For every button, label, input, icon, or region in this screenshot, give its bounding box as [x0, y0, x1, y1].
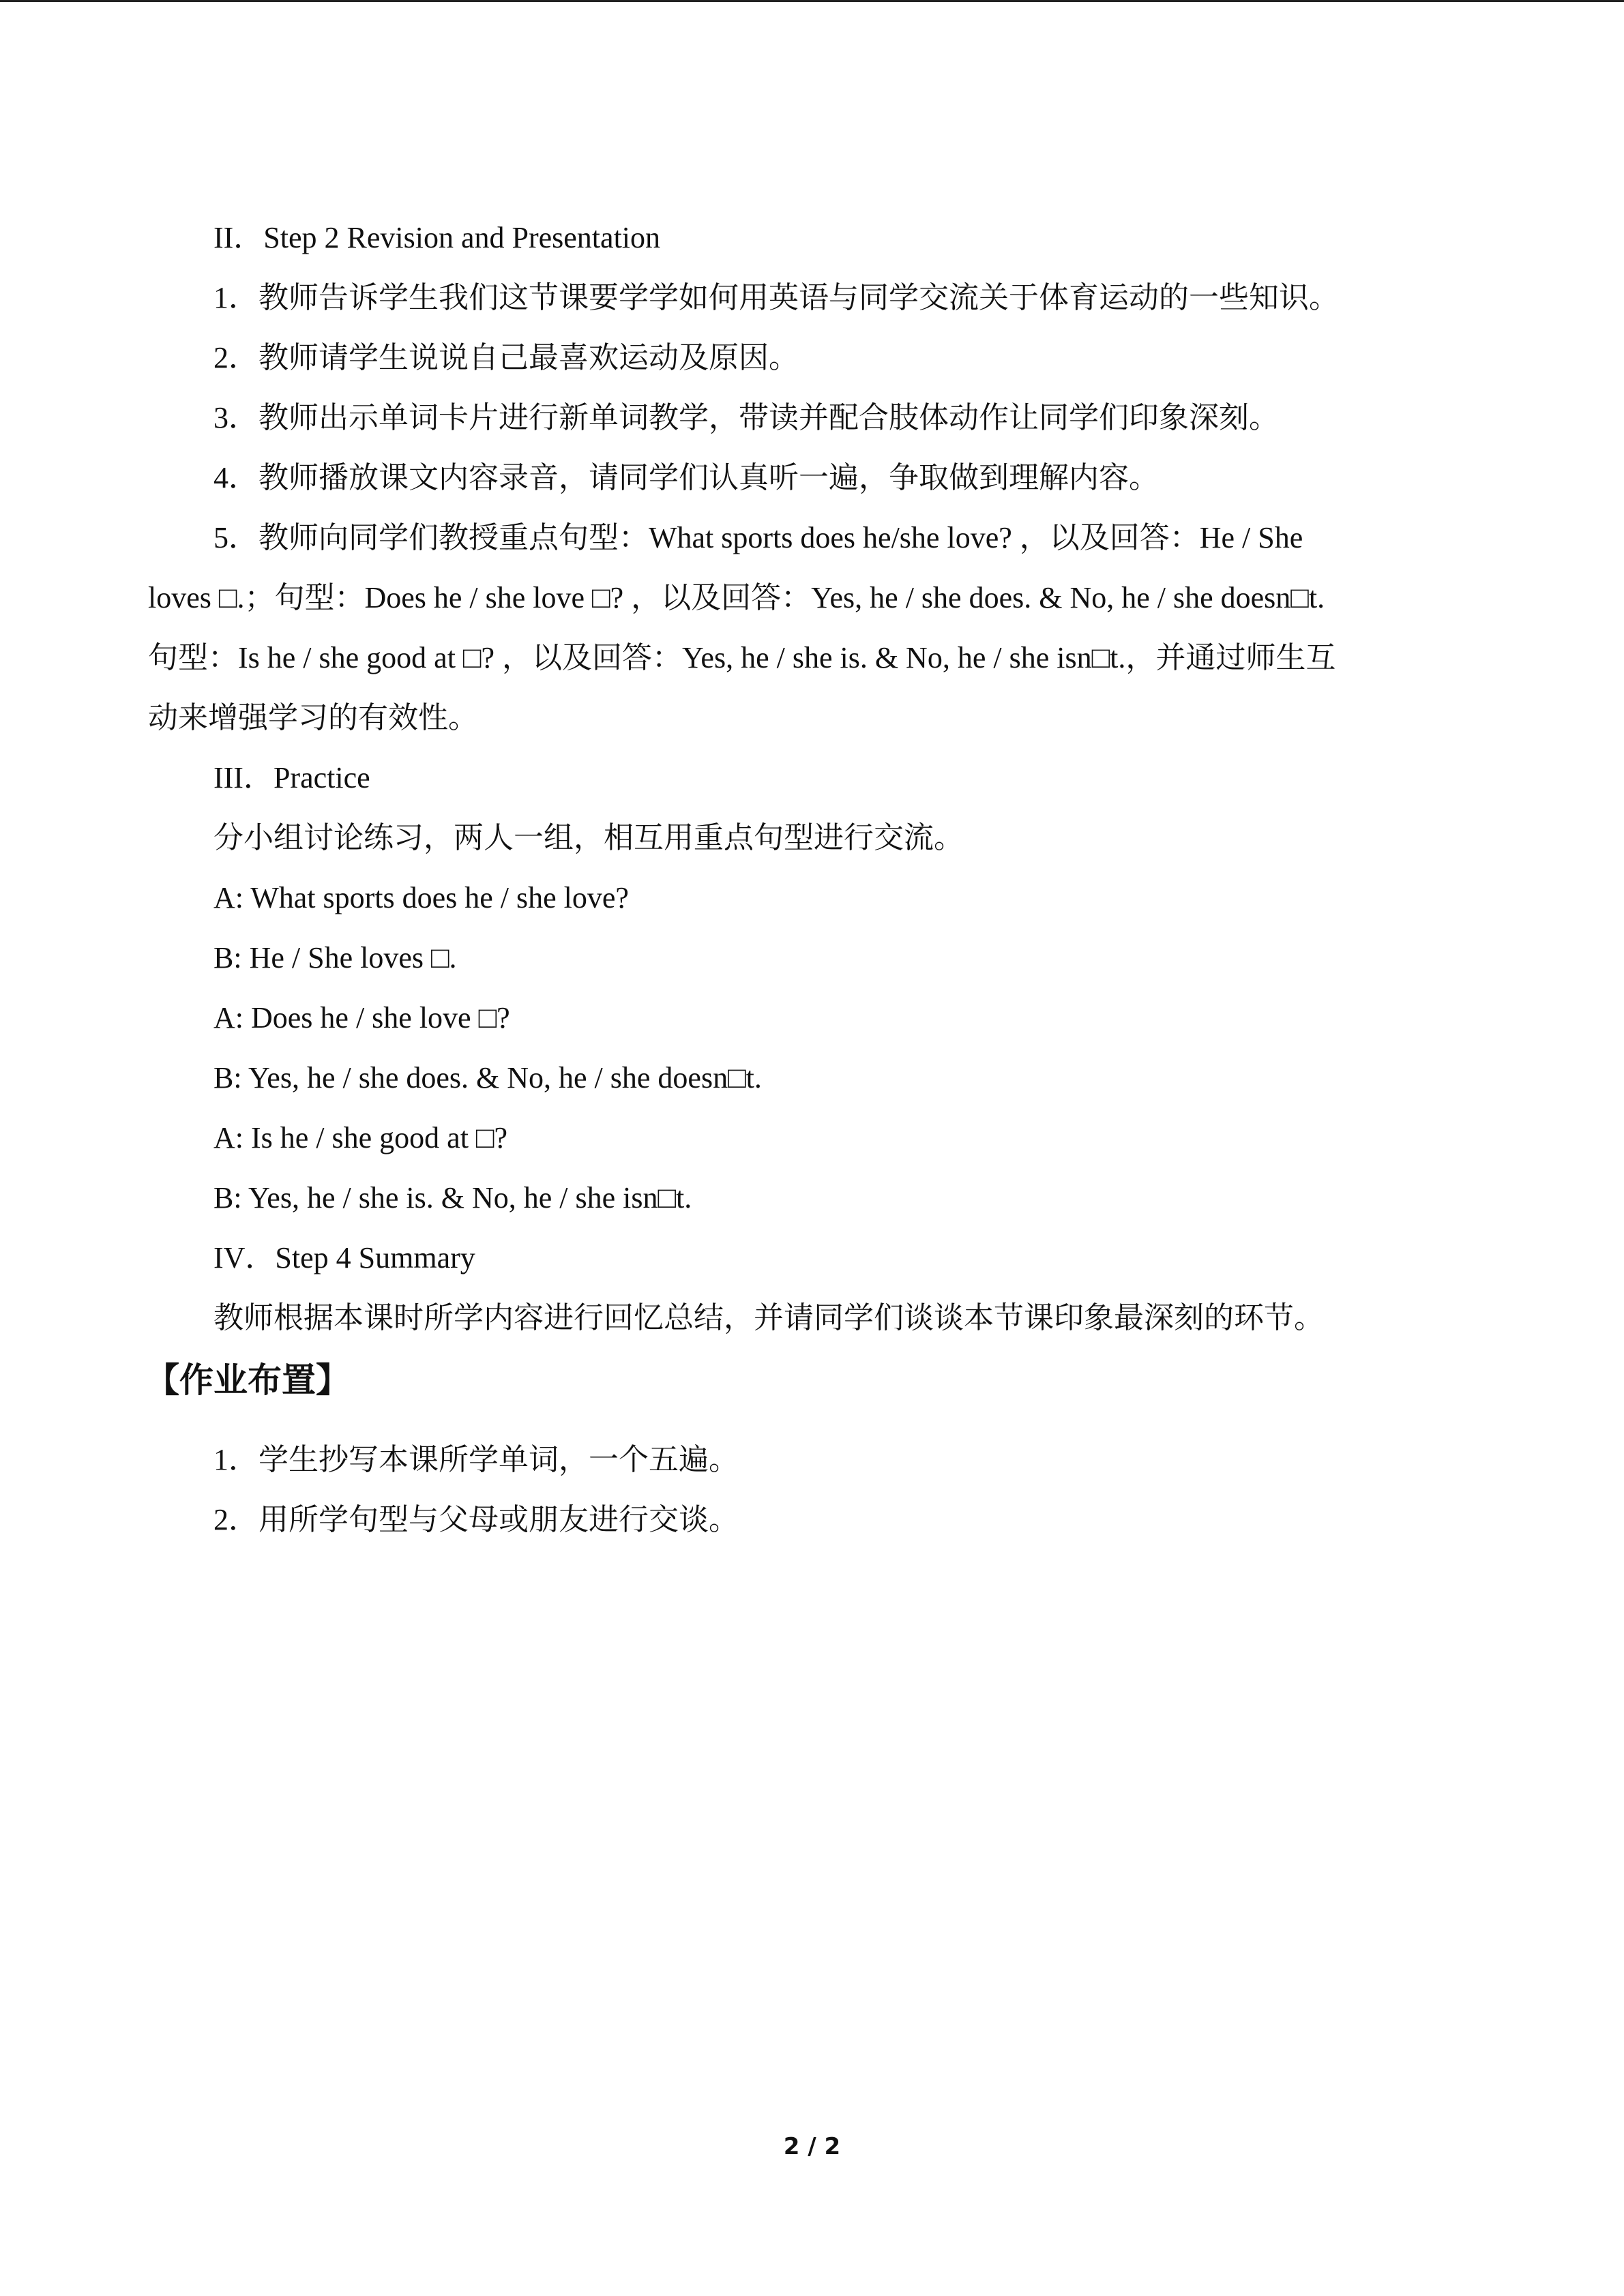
- step2-item-5-line-2: loves □.；句型：Does he / she love □? ，以及回答：Yes, he / she does. & No, he / she doesn□t.: [148, 581, 1325, 614]
- homework-item-1: 1．学生抄写本课所学单词，一个五遍。: [213, 1443, 739, 1476]
- dialogue-line-1: A: What sports does he / she love?: [213, 881, 629, 914]
- page-number: 2 / 2: [783, 2133, 841, 2160]
- step2-item-1: 1．教师告诉学生我们这节课要学学如何用英语与同学交流关于体育运动的一些知识。: [213, 281, 1339, 314]
- dialogue-line-6: B: Yes, he / she is. & No, he / she isn□t.: [213, 1181, 692, 1214]
- step2-item-2: 2．教师请学生说说自己最喜欢运动及原因。: [213, 341, 799, 374]
- dialogue-line-3: A: Does he / she love □?: [213, 1001, 510, 1034]
- dialogue-line-4: B: Yes, he / she does. & No, he / she doesn□t.: [213, 1061, 762, 1094]
- section-heading-summary: IV．Step 4 Summary: [213, 1241, 475, 1274]
- practice-instruction: 分小组讨论练习，两人一组，相互用重点句型进行交流。: [213, 821, 964, 854]
- step2-item-5-line-4: 动来增强学习的有效性。: [148, 701, 478, 734]
- section-heading-practice: III．Practice: [213, 761, 370, 794]
- step2-item-3: 3．教师出示单词卡片进行新单词教学，带读并配合肢体动作让同学们印象深刻。: [213, 401, 1279, 434]
- step2-item-4: 4．教师播放课文内容录音，请同学们认真听一遍，争取做到理解内容。: [213, 461, 1159, 494]
- dialogue-line-2: B: He / She loves □.: [213, 941, 457, 974]
- homework-heading: 【作业布置】: [145, 1360, 350, 1400]
- page-top-border: [0, 0, 1624, 2]
- step2-item-5-line-1: 5．教师向同学们教授重点句型：What sports does he/she love? ，以及回答：He / She: [213, 521, 1303, 554]
- homework-item-2: 2．用所学句型与父母或朋友进行交谈。: [213, 1503, 739, 1536]
- dialogue-line-5: A: Is he / she good at □?: [213, 1121, 508, 1154]
- step2-item-5-line-3: 句型：Is he / she good at □? ，以及回答：Yes, he / she is. & No, he / she isn□t.，并通过师生互: [148, 641, 1336, 674]
- summary-text: 教师根据本课时所学内容进行回忆总结，并请同学们谈谈本节课印象最深刻的环节。: [213, 1301, 1324, 1335]
- document-body: [145, 208, 1485, 1550]
- section-heading-step2: II．Step 2 Revision and Presentation: [213, 221, 661, 254]
